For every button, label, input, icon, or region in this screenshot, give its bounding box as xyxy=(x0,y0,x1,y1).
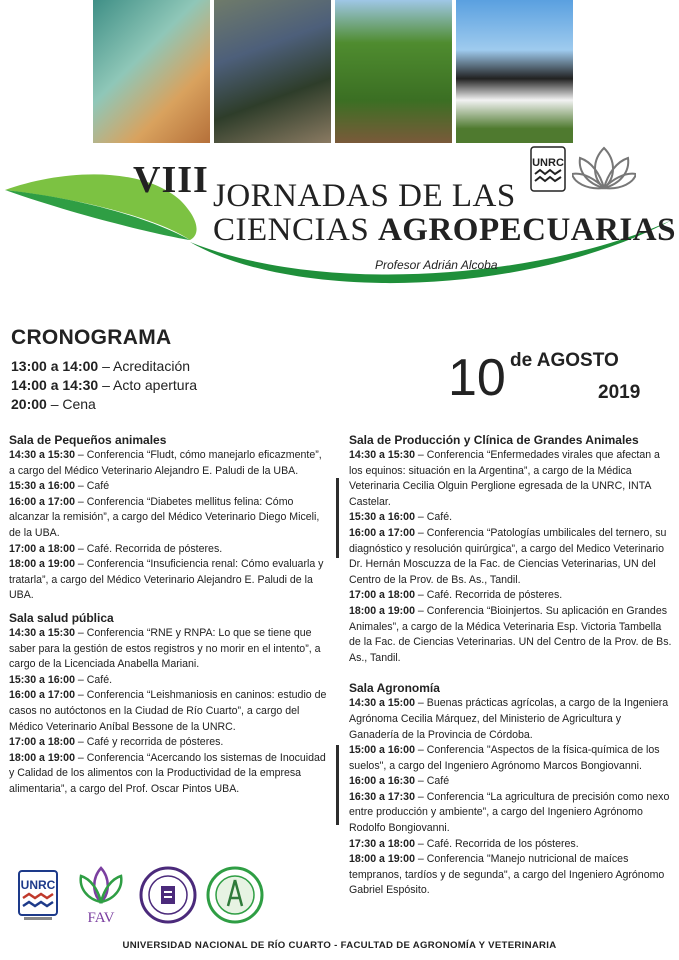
unrc-bottom-logo-text: UNRC xyxy=(20,878,56,892)
schedule-entry xyxy=(349,510,674,526)
photo-corn-field xyxy=(335,0,452,143)
entry-text: – Café xyxy=(414,775,450,788)
entry-text: – Café. Recorrida de pósteres. xyxy=(414,589,563,602)
cronograma-text: – Acto apertura xyxy=(98,377,198,393)
schedule-entry xyxy=(349,743,674,774)
date-month: de AGOSTO xyxy=(510,350,619,371)
entry-time: 16:00 a 17:00 xyxy=(349,526,415,539)
entry-time: 16:00 a 17:00 xyxy=(9,495,75,508)
cronograma-title: CRONOGRAMA xyxy=(11,326,172,349)
entry-time: 15:00 a 16:00 xyxy=(349,744,415,757)
colegio-veterinarios-seal xyxy=(139,866,197,924)
entry-text: – Conferencia “Leishmaniosis en caninos: estudio de casos no autóctonos en la Ciudad de Río Cuarto”, a cargo del Médico Veterinario Aníbal Bessone de la UNRC. xyxy=(9,689,327,733)
schedule-entry xyxy=(349,837,674,853)
cronograma-list xyxy=(11,357,197,414)
entry-text: – Café xyxy=(74,480,110,493)
divider-bar xyxy=(336,745,339,825)
schedule-entry xyxy=(9,557,329,604)
schedule-entry xyxy=(9,495,329,542)
schedule-entry xyxy=(9,479,329,495)
entry-time: 18:00 a 19:00 xyxy=(349,853,415,866)
entry-time: 16:30 a 17:30 xyxy=(349,790,415,803)
entry-time: 14:30 a 15:30 xyxy=(9,449,75,461)
entry-text: – Café y recorrida de pósteres. xyxy=(74,736,224,749)
cronograma-item xyxy=(11,357,197,376)
cronograma-time: 20:00 xyxy=(11,396,47,412)
entry-time: 14:30 a 15:30 xyxy=(9,626,75,639)
entry-time: 17:00 a 18:00 xyxy=(349,589,415,602)
entry-text: – Café. Recorrida de los pósteres. xyxy=(414,837,579,850)
schedule-entry xyxy=(349,774,674,790)
section-title: Sala salud pública xyxy=(9,610,114,625)
entry-time: 16:00 a 16:30 xyxy=(349,775,415,788)
entry-text: – Conferencia “Fludt, cómo manejarlo eficazmente”, a cargo del Médico Veterinario Alejandro E. Paludi de la UBA. xyxy=(9,449,322,477)
photo-cows xyxy=(456,0,573,143)
photo-students-dog xyxy=(214,0,331,143)
entry-time: 14:30 a 15:00 xyxy=(349,697,415,710)
cronograma-item xyxy=(11,395,197,414)
footer-institution: UNIVERSIDAD NACIONAL DE RÍO CUARTO - FACULTAD DE AGRONOMÍA Y VETERINARIA xyxy=(122,940,557,951)
title-word-agropecuarias: AGROPECUARIAS xyxy=(377,212,676,248)
date-year: 2019 xyxy=(598,382,641,403)
divider-bar xyxy=(336,478,339,558)
entry-text: – Conferencia “Insuficiencia renal: Cómo evaluarla y tratarla”, a cargo del Médico Veterinario Alejandro E. Paludi de la UBA. xyxy=(9,558,324,602)
entry-text: – Conferencia “Patologías umbilicales del ternero, su diagnóstico y resolución quirúrgica”, a cargo del Medico Veterinario Dr. Hernán Moscuzza de la Fac. de Ciencias Veterinarias, UN del Centro de la Prov. de Bs. As., Tandil. xyxy=(349,526,667,586)
cronograma-time: 13:00 a 14:00 xyxy=(11,358,99,374)
cronograma-text: – Acreditación xyxy=(98,358,191,374)
entry-time: 16:00 a 17:00 xyxy=(9,689,75,702)
schedule-entry xyxy=(9,751,329,798)
entry-text: – Buenas prácticas agrícolas, a cargo de la Ingeniera Agrónoma Cecilia Márquez, del Ministerio de Agricultura y Ganadería de la Provincia de Córdoba. xyxy=(349,697,669,741)
left-column xyxy=(9,432,329,797)
entry-text: – Conferencia "Manejo nutricional de maíces tempranos, tardíos y de segunda", a cargo del Ingeniero Agrónomo Gabriel Espósito. xyxy=(349,853,665,897)
entry-time: 18:00 a 19:00 xyxy=(9,558,75,571)
schedule-entry xyxy=(9,735,329,751)
date-day: 10 xyxy=(448,349,506,407)
cronograma-time: 14:00 a 14:30 xyxy=(11,377,99,393)
fav-bottom-logo xyxy=(75,866,127,926)
section-title: Sala de Pequeños animales xyxy=(9,433,167,447)
event-subtitle: Profesor Adrián Alcoba xyxy=(375,258,498,272)
entry-text: – Conferencia "Aspectos de la física-química de los suelos", a cargo del Ingeniero Agrónomo Marcos Bongiovanni. xyxy=(349,744,660,772)
event-title-line1: JORNADAS DE LAS xyxy=(213,178,516,214)
cronograma-text: – Cena xyxy=(46,396,96,412)
entry-time: 18:00 a 19:00 xyxy=(9,751,75,764)
schedule-entry xyxy=(349,852,674,899)
entry-text: – Café. Recorrida de pósteres. xyxy=(74,542,223,555)
entry-text: – Conferencia “Diabetes mellitus felina: Cómo alcanzar la remisión”, a cargo del Médico Veterinario Diego Miceli, de la UBA. xyxy=(9,495,320,539)
schedule-entry xyxy=(9,542,329,558)
entry-text: – Café. xyxy=(414,511,453,524)
entry-time: 15:30 a 16:00 xyxy=(9,480,75,493)
schedule-entry xyxy=(9,688,329,735)
edition-number: VIII xyxy=(133,159,209,201)
photo-strip xyxy=(93,0,573,143)
entry-text: – Conferencia “La agricultura de precisión como nexo entre producción y ambiente”, a cargo del Ingeniero Agrónomo Rodolfo Bongiovanni. xyxy=(349,790,670,835)
entry-text: – Café. xyxy=(74,673,113,686)
schedule-entry xyxy=(9,673,329,689)
entry-time: 18:00 a 19:00 xyxy=(349,604,415,617)
entry-time: 15:30 a 16:00 xyxy=(9,673,75,686)
svg-text:UNRC: UNRC xyxy=(532,157,564,169)
entry-time: 17:00 a 18:00 xyxy=(9,542,75,555)
right-column xyxy=(349,432,674,899)
entry-text: – Conferencia “RNE y RNPA: Lo que se tiene que saber para la gestión de estos registros y no morir en el intento”, a cargo de la Licenciada Anabella Mariani. xyxy=(9,626,321,671)
schedule-entry xyxy=(9,626,329,673)
entry-time: 17:30 a 18:00 xyxy=(349,837,415,850)
title-word-ciencias: CIENCIAS xyxy=(213,212,378,248)
entry-text: – Conferencia “Bioinjertos. Su aplicación en Grandes Animales”, a cargo de la Médica Veterinaria Esp. Victoria Tambella de la Fac. de Ciencias Veterinarias. UN del Centro de la Prov. de Bs. As., Tandil. xyxy=(349,604,672,664)
unrc-logo xyxy=(530,146,566,192)
schedule-entry xyxy=(349,696,674,743)
entry-text: – Conferencia “Enfermedades virales que afectan a los equinos: situación en la Argentina”, a cargo de la Médica Veterinaria Cecilia Olguin Perglione egresada de la UNRC, INTA Castelar. xyxy=(349,449,660,508)
schedule-entry xyxy=(349,448,674,510)
schedule-entry xyxy=(349,588,674,604)
unrc-bottom-logo xyxy=(18,870,58,922)
entry-time: 14:30 a 15:30 xyxy=(349,449,415,461)
entry-time: 15:30 a 16:00 xyxy=(349,511,415,524)
entry-text: – Conferencia “Acercando los sistemas de Inocuidad y Calidad de los alimentos con la Productividad de la empresa alimentaria”, a cargo del Prof. Oscar Pintos UBA. xyxy=(9,751,326,795)
schedule-entry xyxy=(349,526,674,588)
photo-veterinarian-cat xyxy=(93,0,210,143)
schedule-entry xyxy=(349,790,674,837)
section-title: Sala de Producción y Clínica de Grandes Animales xyxy=(349,433,639,447)
event-title-line2 xyxy=(213,212,676,249)
colegio-ingenieros-agronomos-seal xyxy=(206,866,264,924)
fav-lotus-logo xyxy=(572,144,636,192)
schedule-entry xyxy=(349,604,674,666)
schedule-entry xyxy=(9,448,329,479)
entry-time: 17:00 a 18:00 xyxy=(9,736,75,749)
cronograma-item xyxy=(11,376,197,395)
section-title: Sala Agronomía xyxy=(349,681,440,696)
fav-bottom-logo-text: FAV xyxy=(87,910,115,926)
